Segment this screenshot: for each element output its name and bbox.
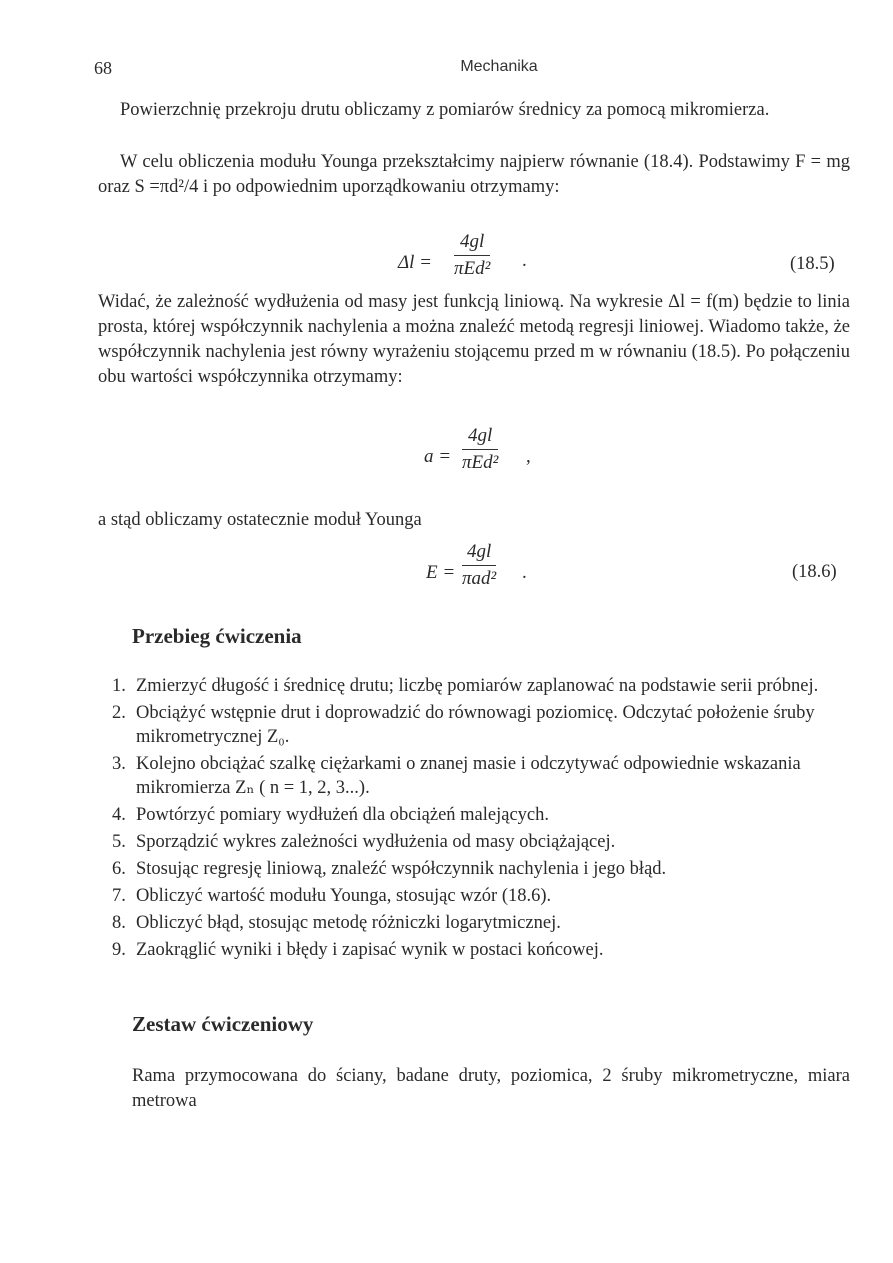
step-number: 2. xyxy=(112,703,126,723)
section-heading-equipment: Zestaw ćwiczeniowy xyxy=(132,1012,314,1036)
equation-punctuation: . xyxy=(522,562,527,583)
equipment-paragraph: Rama przymocowana do ściany, badane druty, poziomica, 2 śruby mikrometryczne, miara metrowa xyxy=(132,1066,850,1111)
page-number: 68 xyxy=(94,58,112,78)
step-text: Kolejno obciążać szalkę ciężarkami o znanej masie i odczytywać odpowiednie wskazania mikromierza Zₙ ( n = 1, 2, 3...). xyxy=(136,754,801,798)
body-paragraph-4: a stąd obliczamy ostatecznie moduł Younga xyxy=(98,510,422,530)
equation-denominator: πEd² xyxy=(462,452,499,473)
equation-fraction xyxy=(462,425,498,474)
equation-numerator: 4gl xyxy=(454,231,490,256)
step-number: 8. xyxy=(112,913,126,933)
procedure-steps-list xyxy=(112,674,852,965)
list-item xyxy=(112,752,852,800)
step-number: 7. xyxy=(112,886,126,906)
list-item xyxy=(112,911,852,935)
equation-number: (18.5) xyxy=(790,254,835,274)
running-title: Mechanika xyxy=(460,58,538,75)
step-text: Obliczyć wartość modułu Younga, stosując wzór (18.6). xyxy=(136,886,552,906)
list-item xyxy=(112,938,852,962)
equation-fraction xyxy=(454,231,490,280)
step-number: 5. xyxy=(112,832,126,852)
step-number: 9. xyxy=(112,940,126,960)
list-item xyxy=(112,857,852,881)
equation-lhs: a = xyxy=(424,446,452,467)
list-item xyxy=(112,884,852,908)
equation-numerator: 4gl xyxy=(462,425,498,450)
step-text: Sporządzić wykres zależności wydłużenia od masy obciążającej. xyxy=(136,832,616,852)
step-number: 6. xyxy=(112,859,126,879)
page-header xyxy=(94,58,854,82)
step-text: Powtórzyć pomiary wydłużeń dla obciążeń malejących. xyxy=(136,805,550,825)
equation-denominator: πad² xyxy=(462,568,497,589)
list-item xyxy=(112,830,852,854)
list-item xyxy=(112,701,852,749)
equation-punctuation: . xyxy=(522,250,527,271)
equation-denominator: πEd² xyxy=(454,258,491,279)
intro-paragraph-1: Powierzchnię przekroju drutu obliczamy z pomiarów średnicy za pomocą mikromierza. xyxy=(120,100,770,120)
body-paragraph-3: Widać, że zależność wydłużenia od masy jest funkcją liniową. Na wykresie Δl = f(m) będzie to linia prosta, której współczynnik nachylenia a można znaleźć metodą regresji liniowej. Wiadomo także, że współczynnik nachylenia jest równy wyrażeniu stojącemu przed m w równaniu (18.5). Po połączeniu obu wartości współczynnika otrzymamy: xyxy=(98,292,850,387)
step-text: Stosując regresję liniową, znaleźć współczynnik nachylenia i jego błąd. xyxy=(136,859,667,879)
list-item xyxy=(112,674,852,698)
step-text: Zaokrąglić wyniki i błędy i zapisać wynik w postaci końcowej. xyxy=(136,940,604,960)
step-number: 1. xyxy=(112,676,126,696)
section-heading-procedure: Przebieg ćwiczenia xyxy=(132,624,302,648)
step-text: Obliczyć błąd, stosując metodę różniczki logarytmicznej. xyxy=(136,913,561,933)
equation-numerator: 4gl xyxy=(462,541,496,566)
equation-punctuation: , xyxy=(526,446,531,467)
equation-lhs: E = xyxy=(426,562,456,583)
step-number: 3. xyxy=(112,754,126,774)
equation-number: (18.6) xyxy=(792,562,837,582)
equation-fraction xyxy=(462,541,496,590)
list-item xyxy=(112,803,852,827)
intro-paragraph-2: W celu obliczenia modułu Younga przekształcimy najpierw równanie (18.4). Podstawimy F = mg oraz S =πd²/4 i po odpowiednim uporządkowaniu otrzymamy: xyxy=(98,152,850,197)
step-text: Zmierzyć długość i średnicę drutu; liczbę pomiarów zaplanować na podstawie serii próbnej. xyxy=(136,676,819,696)
equation-lhs: Δl = xyxy=(398,252,433,273)
step-text: Obciążyć wstępnie drut i doprowadzić do równowagi poziomicę. Odczytać położenie śruby mikrometrycznej Z₀. xyxy=(136,703,815,747)
step-number: 4. xyxy=(112,805,126,825)
